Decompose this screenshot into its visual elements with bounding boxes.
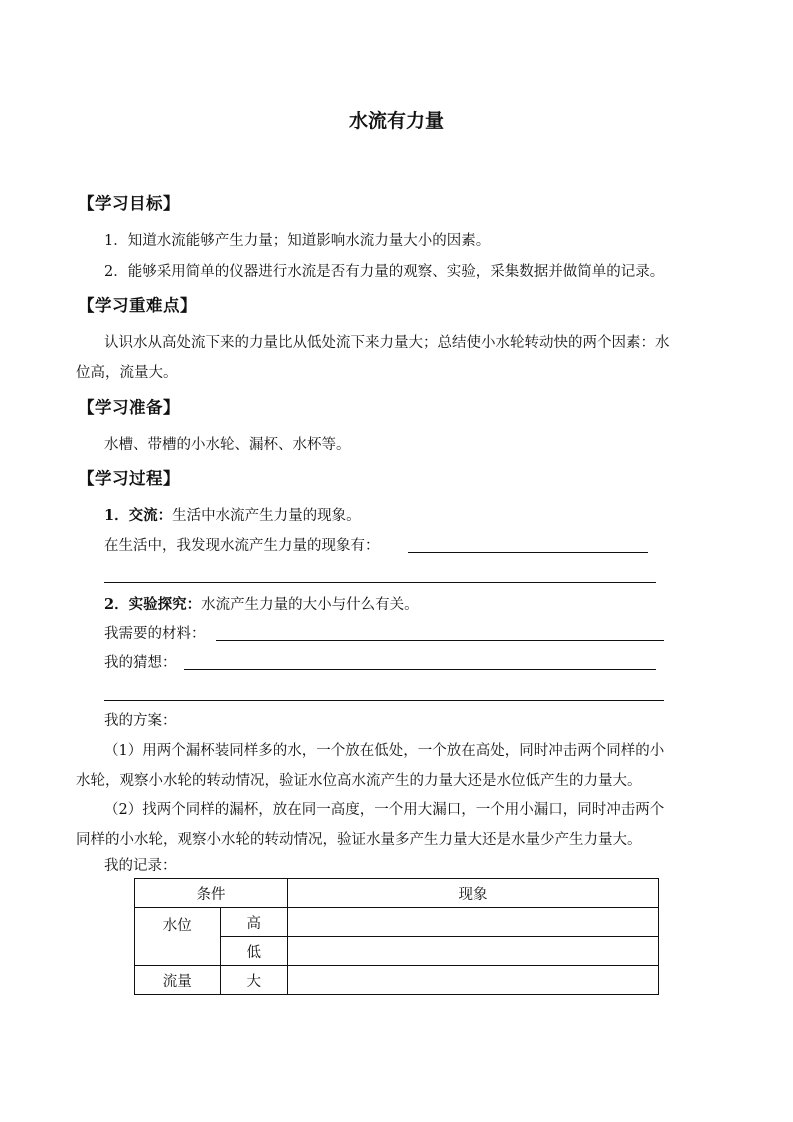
- cell-phenomenon-large[interactable]: [288, 966, 659, 995]
- materials-prompt: 我需要的材料：: [104, 626, 206, 642]
- answer-line-phenomenon-1[interactable]: [408, 552, 648, 553]
- answer-line-materials[interactable]: [216, 640, 664, 641]
- table-row: [135, 879, 659, 908]
- step2-text: 水流产生力量的大小与什么有关。: [201, 597, 419, 613]
- answer-line-guess-1[interactable]: [184, 669, 656, 670]
- section-heading-preparation: 【学习准备】: [78, 398, 180, 417]
- key-points-line-2: 位高，流量大。: [76, 365, 178, 381]
- cell-phenomenon-high[interactable]: [288, 908, 659, 937]
- step1-text: 生活中水流产生力量的现象。: [172, 508, 361, 524]
- plan1-line-1: （1）用两个漏杯装同样多的水，一个放在低处，一个放在高处，同时冲击两个同样的小: [104, 743, 665, 759]
- record-prompt: 我的记录：: [104, 858, 177, 874]
- step2-label: 2．实验探究：: [104, 596, 202, 613]
- preparation-text: 水槽、带槽的小水轮、漏杯、水杯等。: [104, 437, 351, 453]
- cell-phenomenon-low[interactable]: [288, 937, 659, 966]
- section-heading-goals: 【学习目标】: [78, 194, 180, 213]
- key-points-line-1: 认识水从高处流下来的力量比从低处流下来力量大；总结使小水轮转动快的两个因素：水: [104, 335, 670, 351]
- cell-water-level: 水位: [135, 908, 221, 966]
- cell-low: 低: [220, 937, 287, 966]
- page-title: 水流有力量: [348, 110, 444, 132]
- plan2-line-2: 同样的小水轮，观察小水轮的转动情况，验证水量多产生力量大还是水量少产生力量大。: [76, 832, 642, 848]
- goal-item-2: 2．能够采用简单的仪器进行水流是否有力量的观察、实验，采集数据并做简单的记录。: [104, 264, 665, 280]
- plan2-line-1: （2）找两个同样的漏杯，放在同一高度，一个用大漏口，一个用小漏口，同时冲击两个: [104, 802, 665, 818]
- table-row: [135, 966, 659, 995]
- plan1-line-2: 水轮，观察小水轮的转动情况，验证水位高水流产生的力量大还是水位低产生的力量大。: [76, 773, 642, 789]
- answer-line-guess-2[interactable]: [104, 700, 664, 701]
- cell-large: 大: [220, 966, 287, 995]
- section-heading-key-points: 【学习重难点】: [78, 296, 197, 315]
- table-row: [135, 908, 659, 937]
- cell-flow: 流量: [135, 966, 221, 995]
- step2-line: [104, 594, 419, 616]
- guess-prompt: 我的猜想：: [104, 655, 177, 671]
- header-phenomenon: 现象: [288, 879, 659, 908]
- step1-line: [104, 505, 361, 527]
- record-table: [134, 878, 659, 995]
- goal-item-1: 1．知道水流能够产生力量；知道影响水流力量大小的因素。: [104, 233, 491, 249]
- plan-prompt: 我的方案：: [104, 713, 177, 729]
- cell-high: 高: [220, 908, 287, 937]
- section-heading-process: 【学习过程】: [78, 469, 180, 488]
- step1-prompt: 在生活中，我发现水流产生力量的现象有：: [104, 538, 380, 554]
- answer-line-phenomenon-2[interactable]: [104, 582, 656, 583]
- step1-label: 1．交流：: [104, 507, 173, 524]
- header-condition: 条件: [135, 879, 288, 908]
